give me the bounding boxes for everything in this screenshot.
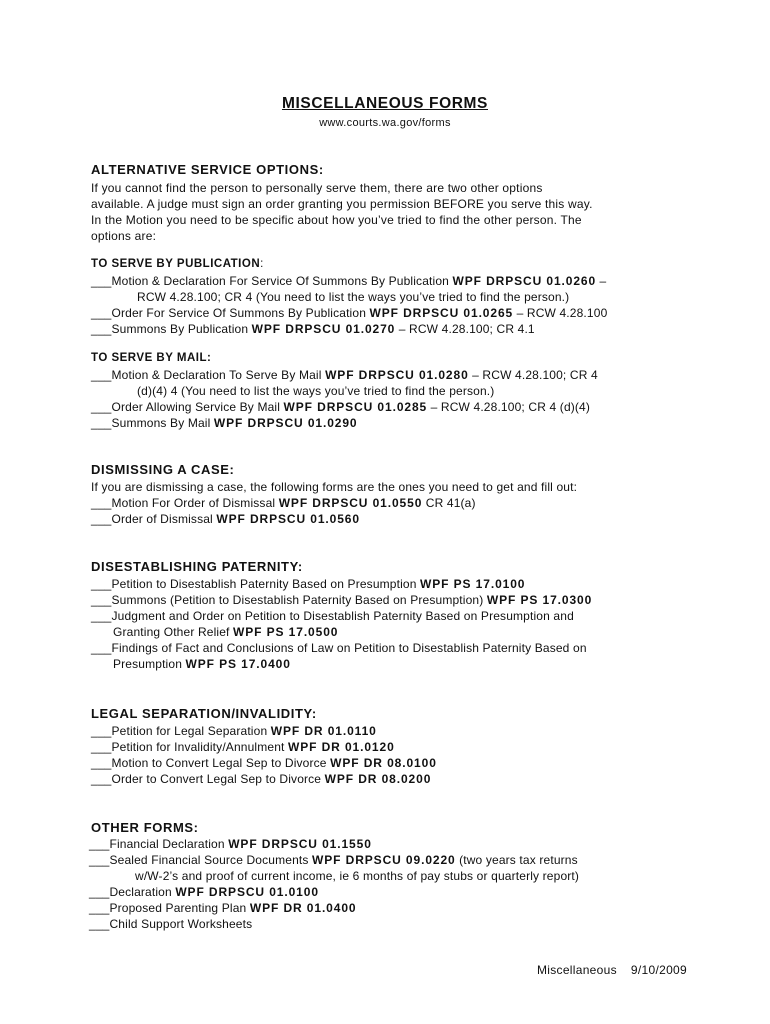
form-code: WPF DRPSCU 01.0265 [369,306,514,320]
intro-line: available. A judge must sign an order granting you permission BEFORE you serve this way. [91,197,593,211]
form-code: WPF DRPSCU 01.0560 [216,512,360,526]
alternative-service-intro [91,180,691,244]
form-line-continuation: w/W-2’s and proof of current income, ie 6 months of pay stubs or quarterly report) [135,869,580,883]
form-code: WPF DRPSCU 01.0290 [213,416,358,430]
form-line: ___Order of Dismissal WPF DRPSCU 01.0560 [91,512,360,526]
form-code: WPF PS 17.0500 [233,625,339,639]
intro-line: In the Motion you need to be specific about how you’ve tried to find the other person. The [91,213,582,227]
form-line: ___Financial Declaration WPF DRPSCU 01.1550 [89,837,372,851]
form-code: WPF DRPSCU 01.0100 [175,885,319,899]
form-code: WPF PS 17.0400 [185,657,291,671]
form-line: ___Findings of Fact and Conclusions of Law on Petition to Disestablish Paternity Based on [91,641,587,655]
dismissing-intro: If you are dismissing a case, the following forms are the ones you need to get and fill out: [91,480,578,494]
heading-other-forms: OTHER FORMS: [91,820,199,835]
footer-label: Miscellaneous [536,963,617,977]
forms-url: www.courts.wa.gov/forms [319,117,451,129]
page-title: MISCELLANEOUS FORMS [281,95,488,112]
heading-alternative-service: ALTERNATIVE SERVICE OPTIONS: [91,162,324,177]
form-line-continuation: RCW 4.28.100; CR 4 (You need to list the ways you’ve tried to find the person.) [137,290,570,304]
form-line: ___Motion & Declaration For Service Of Summons By Publication WPF DRPSCU 01.0260 – [91,274,607,288]
heading-paternity: DISESTABLISHING PATERNITY: [91,559,303,574]
form-line: ___Sealed Financial Source Documents WPF DRPSCU 09.0220 (two years tax returns [89,853,578,867]
form-code: WPF DR 08.0200 [324,772,432,786]
form-line: ___Motion For Order of Dismissal WPF DRPSCU 01.0550 CR 41(a) [91,496,476,510]
form-line: ___Order For Service Of Summons By Publication WPF DRPSCU 01.0265 – RCW 4.28.100 [91,306,608,320]
form-line: ___Summons By Mail WPF DRPSCU 01.0290 [91,416,358,430]
form-line: ___Petition for Invalidity/Annulment WPF DR 01.0120 [91,740,395,754]
form-line: ___Motion to Convert Legal Sep to Divorce WPF DR 08.0100 [91,756,437,770]
subheading-mail: TO SERVE BY MAIL: [91,352,212,364]
form-code: WPF DR 01.0400 [249,901,357,915]
form-line: ___Petition for Legal Separation WPF DR 01.0110 [91,724,377,738]
form-line: ___Summons (Petition to Disestablish Paternity Based on Presumption) WPF PS 17.0300 [91,593,593,607]
form-line: ___Motion & Declaration To Serve By Mail WPF DRPSCU 01.0280 – RCW 4.28.100; CR 4 [91,368,598,382]
form-line: ___Proposed Parenting Plan WPF DR 01.0400 [89,901,357,915]
form-line-continuation: Granting Other Relief WPF PS 17.0500 [113,625,339,639]
form-code: WPF DR 01.0110 [270,724,377,738]
form-code: WPF DRPSCU 01.0270 [251,322,396,336]
form-code: WPF DRPSCU 09.0220 [312,853,456,867]
form-code: WPF DRPSCU 01.0550 [278,496,423,510]
form-line: ___Order Allowing Service By Mail WPF DRPSCU 01.0285 – RCW 4.28.100; CR 4 (d)(4) [91,400,591,414]
form-line: ___Judgment and Order on Petition to Disestablish Paternity Based on Presumption and [91,609,574,623]
intro-line: If you cannot find the person to personally serve them, there are two other options [91,181,543,195]
form-line: ___Petition to Disestablish Paternity Based on Presumption WPF PS 17.0100 [91,577,526,591]
intro-line: options are: [91,229,157,243]
form-line: ___Summons By Publication WPF DRPSCU 01.0270 – RCW 4.28.100; CR 4.1 [91,322,535,336]
form-code: WPF PS 17.0300 [486,593,593,607]
heading-separation: LEGAL SEPARATION/INVALIDITY: [91,706,317,721]
footer-date: 9/10/2009 [630,963,687,977]
form-code: WPF DR 01.0120 [288,740,395,754]
form-code: WPF DRPSCU 01.0285 [283,400,428,414]
form-line-continuation: (d)(4) 4 (You need to list the ways you’ve tried to find the person.) [137,384,495,398]
form-code: WPF DRPSCU 01.0260 [452,274,597,288]
form-code: WPF PS 17.0100 [420,577,526,591]
page-footer [537,963,687,977]
form-code: WPF DR 08.0100 [330,756,437,770]
form-code: WPF DRPSCU 01.1550 [228,837,372,851]
heading-dismissing: DISMISSING A CASE: [91,462,235,477]
form-line: ___Order to Convert Legal Sep to Divorce WPF DR 08.0200 [91,772,432,786]
subheading-publication: TO SERVE BY PUBLICATION: [91,258,264,270]
form-line-continuation: Presumption WPF PS 17.0400 [113,657,291,671]
form-line: ___Child Support Worksheets [89,917,253,931]
form-line: ___Declaration WPF DRPSCU 01.0100 [89,885,319,899]
form-code: WPF DRPSCU 01.0280 [325,368,469,382]
